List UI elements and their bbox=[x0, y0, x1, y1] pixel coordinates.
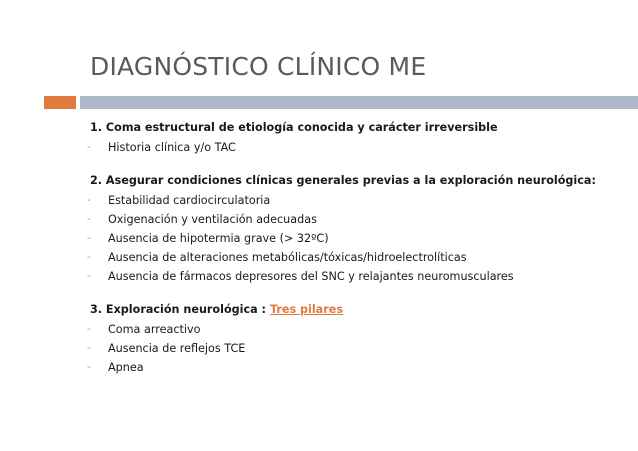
bullet-dash: - bbox=[87, 214, 91, 225]
list-item-text: Ausencia de fármacos depresores del SNC y relajantes neuromusculares bbox=[108, 270, 514, 283]
section-3-heading bbox=[90, 300, 630, 320]
list-item-text: Ausencia de alteraciones metabólicas/tóxicas/hidroelectrolíticas bbox=[108, 251, 467, 264]
list-item bbox=[87, 210, 630, 229]
bullet-dash: - bbox=[87, 362, 91, 373]
list-item bbox=[87, 267, 630, 286]
list-item bbox=[87, 358, 630, 377]
list-item bbox=[87, 191, 630, 210]
list-item bbox=[87, 138, 630, 157]
bullet-dash: - bbox=[87, 233, 91, 244]
title-accent-bar bbox=[44, 96, 76, 109]
list-item-text: Estabilidad cardiocirculatoria bbox=[108, 194, 271, 207]
section-1-heading: 1. Coma estructural de etiología conocida y carácter irreversible bbox=[90, 121, 498, 134]
title-rule bbox=[80, 96, 638, 109]
section-3-heading-text: 3. Exploración neurológica : bbox=[90, 303, 270, 316]
bullet-dash: - bbox=[87, 195, 91, 206]
tres-pilares-link[interactable]: Tres pilares bbox=[269, 303, 343, 316]
list-item bbox=[87, 229, 630, 248]
bullet-dash: - bbox=[87, 271, 91, 282]
list-item-text: Ausencia de reflejos TCE bbox=[108, 342, 246, 355]
list-item bbox=[87, 320, 630, 339]
slide-content bbox=[87, 118, 630, 377]
section-2-heading: 2. Asegurar condiciones clínicas generales previas a la exploración neurológica: bbox=[90, 174, 596, 187]
list-item-text: Ausencia de hipotermia grave (> 32ºC) bbox=[108, 232, 329, 245]
slide-title: DIAGNÓSTICO CLÍNICO ME bbox=[90, 52, 427, 81]
bullet-dash: - bbox=[87, 324, 91, 335]
list-item-text: Oxigenación y ventilación adecuadas bbox=[108, 213, 317, 226]
list-item bbox=[87, 339, 630, 358]
list-item-text: Coma arreactivo bbox=[108, 323, 201, 336]
bullet-dash: - bbox=[87, 142, 91, 153]
list-item bbox=[87, 248, 630, 267]
bullet-dash: - bbox=[87, 252, 91, 263]
list-item-text: Historia clínica y/o TAC bbox=[108, 141, 236, 154]
list-item-text: Apnea bbox=[108, 361, 144, 374]
bullet-dash: - bbox=[87, 343, 91, 354]
